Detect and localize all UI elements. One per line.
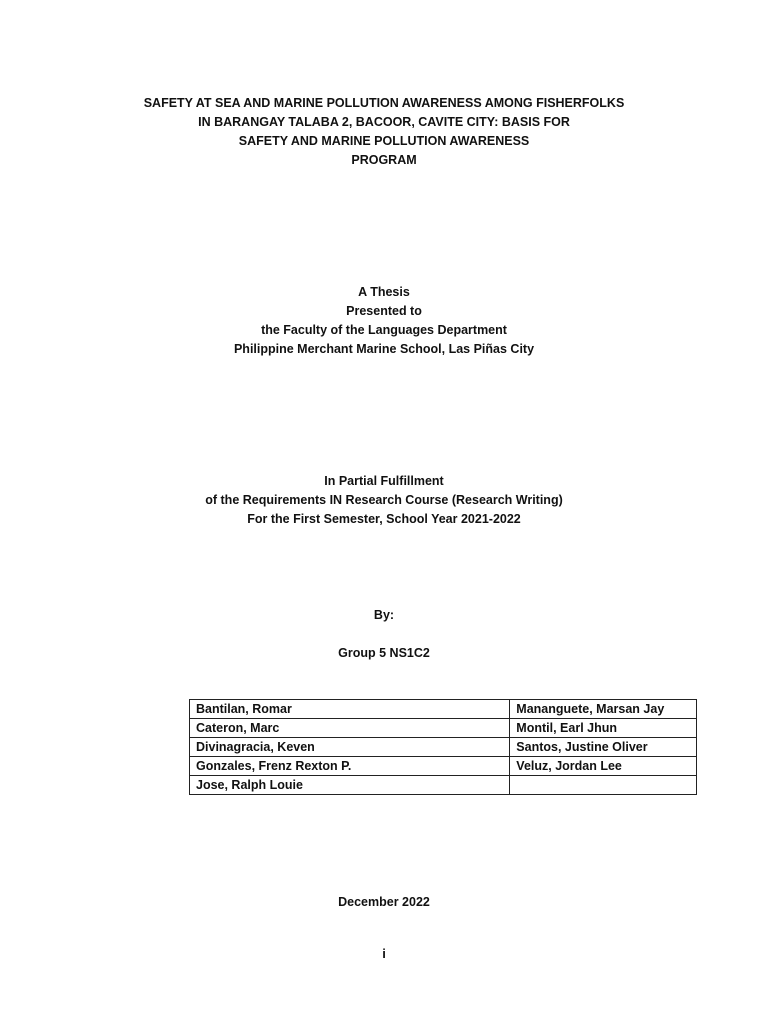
fulfillment-statement bbox=[0, 472, 768, 529]
thesis-presentation bbox=[0, 283, 768, 359]
thesis-title bbox=[0, 94, 768, 170]
table-row bbox=[190, 757, 697, 776]
presentation-line: A Thesis bbox=[358, 285, 410, 299]
fulfillment-line: In Partial Fulfillment bbox=[324, 474, 444, 488]
member-name-cell: Cateron, Marc bbox=[190, 719, 510, 738]
group-text: Group 5 NS1C2 bbox=[338, 646, 430, 660]
presentation-line: Presented to bbox=[346, 304, 422, 318]
member-name-cell bbox=[510, 776, 697, 795]
presentation-line: Philippine Merchant Marine School, Las Piñas City bbox=[233, 342, 535, 356]
member-name-cell: Gonzales, Frenz Rexton P. bbox=[190, 757, 510, 776]
title-line: PROGRAM bbox=[351, 153, 417, 167]
by-label bbox=[0, 606, 768, 625]
table-row bbox=[190, 719, 697, 738]
member-name-cell: Santos, Justine Oliver bbox=[510, 738, 697, 757]
member-name-cell: Bantilan, Romar bbox=[190, 700, 510, 719]
member-name-cell: Montil, Earl Jhun bbox=[510, 719, 697, 738]
member-name-cell: Jose, Ralph Louie bbox=[190, 776, 510, 795]
table-row bbox=[190, 700, 697, 719]
member-name-cell: Mananguete, Marsan Jay bbox=[510, 700, 697, 719]
page-number-text: i bbox=[382, 946, 386, 961]
fulfillment-line: of the Requirements IN Research Course (Research Writing) bbox=[205, 493, 563, 507]
table-row bbox=[190, 776, 697, 795]
title-line: IN BARANGAY TALABA 2, BACOOR, CAVITE CITY: BASIS FOR bbox=[198, 115, 570, 129]
member-name-cell: Veluz, Jordan Lee bbox=[510, 757, 697, 776]
page-number bbox=[0, 944, 768, 963]
member-name-cell: Divinagracia, Keven bbox=[190, 738, 510, 757]
submission-date bbox=[0, 893, 768, 912]
fulfillment-line: For the First Semester, School Year 2021-2022 bbox=[247, 512, 521, 526]
members-table bbox=[189, 699, 697, 795]
title-line: SAFETY AND MARINE POLLUTION AWARENESS bbox=[238, 134, 530, 148]
presentation-line: the Faculty of the Languages Department bbox=[261, 323, 507, 337]
date-text: December 2022 bbox=[338, 895, 430, 909]
by-text: By: bbox=[373, 608, 395, 622]
title-line: SAFETY AT SEA AND MARINE POLLUTION AWARENESS AMONG FISHERFOLKS bbox=[143, 96, 625, 110]
table-row bbox=[190, 738, 697, 757]
group-label bbox=[0, 644, 768, 663]
